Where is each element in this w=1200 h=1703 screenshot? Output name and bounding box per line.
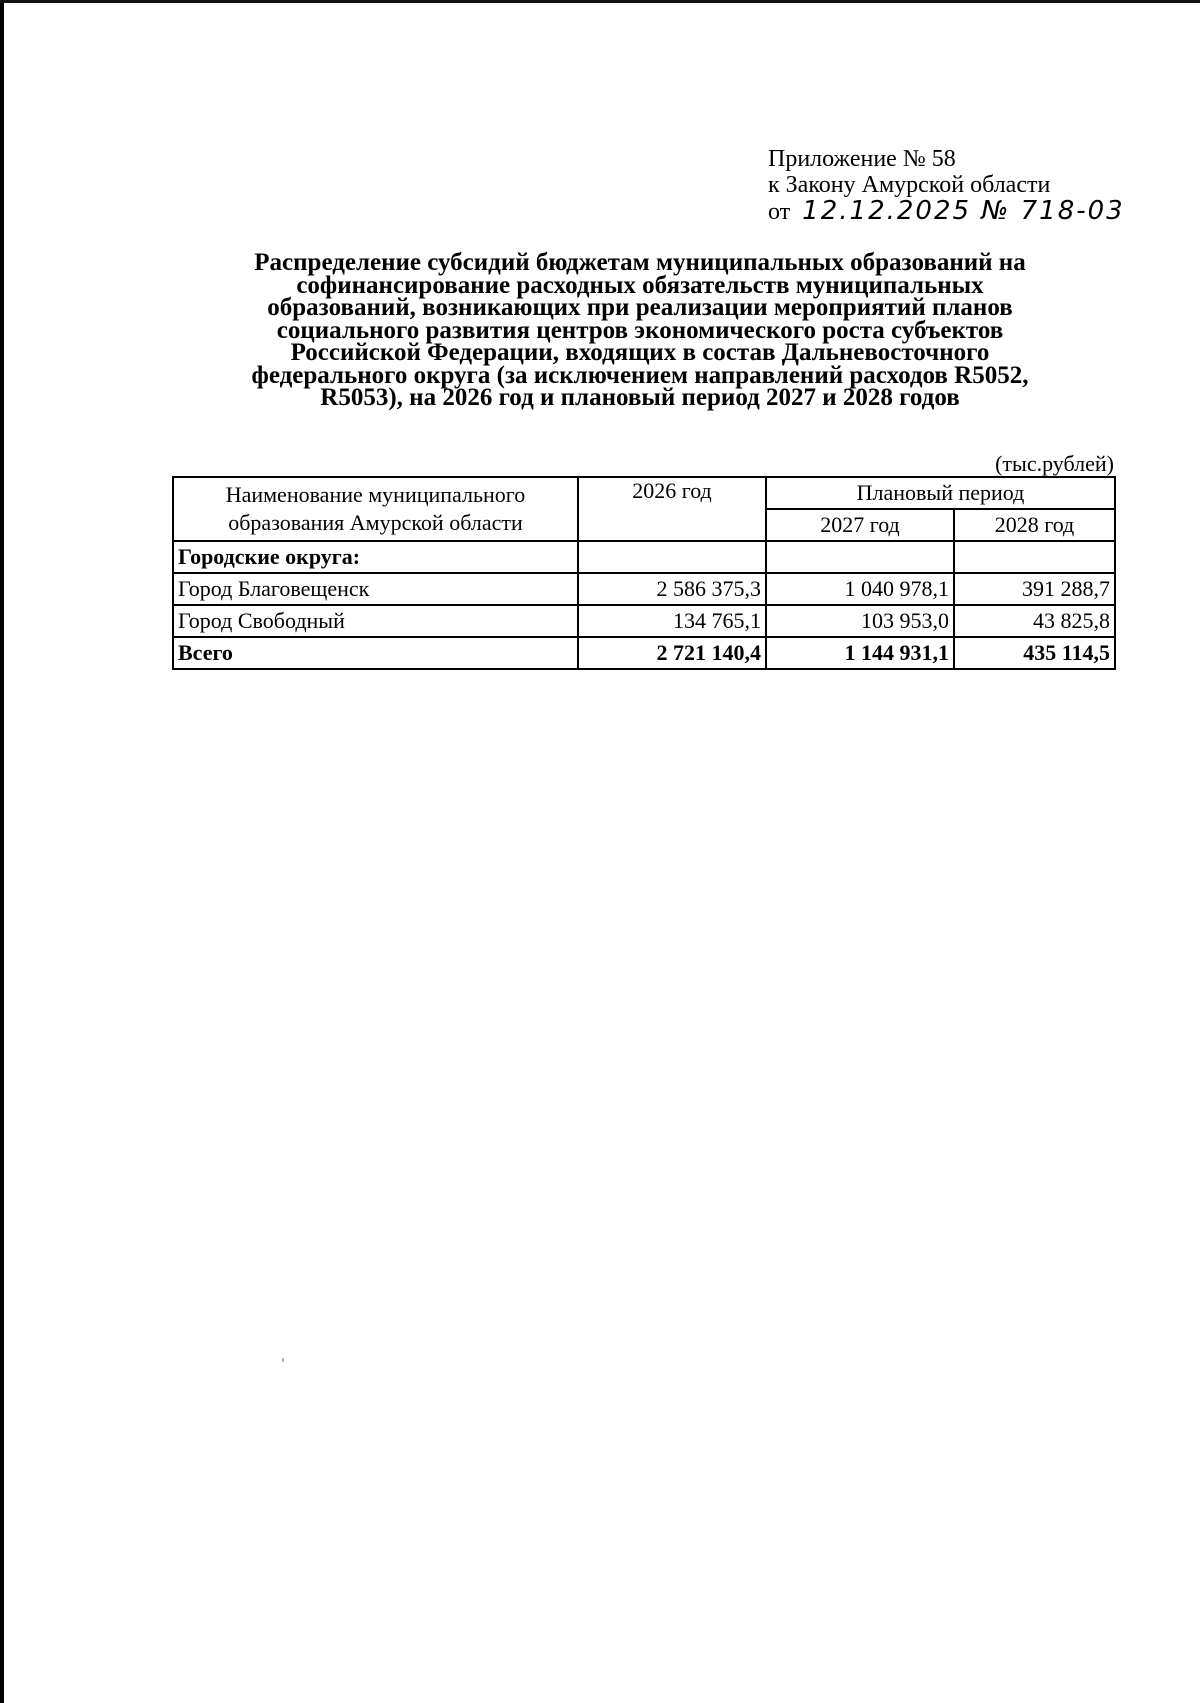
table-header-row: [173, 477, 1115, 509]
scan-edge-left: [0, 0, 4, 1703]
table-row-total: [173, 637, 1115, 669]
table-row: [173, 573, 1115, 605]
date-prefix: от: [768, 199, 791, 225]
title-line: федерального округа (за исключением направлений расходов R5052,: [251, 361, 1029, 389]
row-value-2026: [578, 541, 766, 573]
row-value-2026: 2 586 375,3: [578, 573, 766, 605]
document-title: [160, 249, 1120, 411]
handwritten-date: 12.12.2025 № 718-03: [802, 196, 1125, 226]
row-value-2028: 43 825,8: [954, 605, 1115, 637]
row-value-2027: 1 144 931,1: [766, 637, 954, 669]
row-value-2027: [766, 541, 954, 573]
subsidies-table: [172, 476, 1116, 670]
title-line: образований, возникающих при реализации мероприятий планов: [267, 294, 1013, 321]
scan-edge-top: [0, 0, 1200, 3]
row-value-2028: [954, 541, 1115, 573]
header-municipality-line1: Наименование муниципального: [225, 482, 526, 507]
scan-speck: [282, 1358, 284, 1362]
title-line: Распределение субсидий бюджетам муниципальных образований на: [254, 249, 1026, 276]
title-line: Российской Федерации, входящих в состав Дальневосточного: [290, 339, 990, 366]
table-row: [173, 605, 1115, 637]
header-municipality-line2: образования Амурской области: [228, 510, 523, 535]
header-municipality: [173, 477, 578, 541]
units-note: (тыс.рублей): [995, 451, 1114, 476]
appendix-number: Приложение № 58: [768, 146, 956, 172]
header-2027: 2027 год: [766, 509, 954, 541]
row-name: Всего: [173, 637, 578, 669]
law-reference: к Закону Амурской области: [768, 172, 1051, 198]
law-date-line: [768, 198, 1188, 225]
header-2026: 2026 год: [578, 477, 766, 541]
header-plan-period: Плановый период: [766, 477, 1115, 509]
row-value-2028: 391 288,7: [954, 573, 1115, 605]
row-value-2026: 2 721 140,4: [578, 637, 766, 669]
row-name: Город Благовещенск: [173, 573, 578, 605]
row-name: Город Свободный: [173, 605, 578, 637]
row-value-2027: 103 953,0: [766, 605, 954, 637]
table-row-section: [173, 541, 1115, 573]
appendix-header: [768, 146, 1188, 225]
row-value-2026: 134 765,1: [578, 605, 766, 637]
header-2028: 2028 год: [954, 509, 1115, 541]
title-line: социального развития центров экономического роста субъектов: [276, 316, 1004, 344]
title-line: R5053), на 2026 год и плановый период 2027 и 2028 годов: [320, 384, 960, 411]
row-name: Городские округа:: [173, 541, 578, 573]
title-line: софинансирование расходных обязательств муниципальных: [296, 271, 984, 299]
row-value-2027: 1 040 978,1: [766, 573, 954, 605]
row-value-2028: 435 114,5: [954, 637, 1115, 669]
